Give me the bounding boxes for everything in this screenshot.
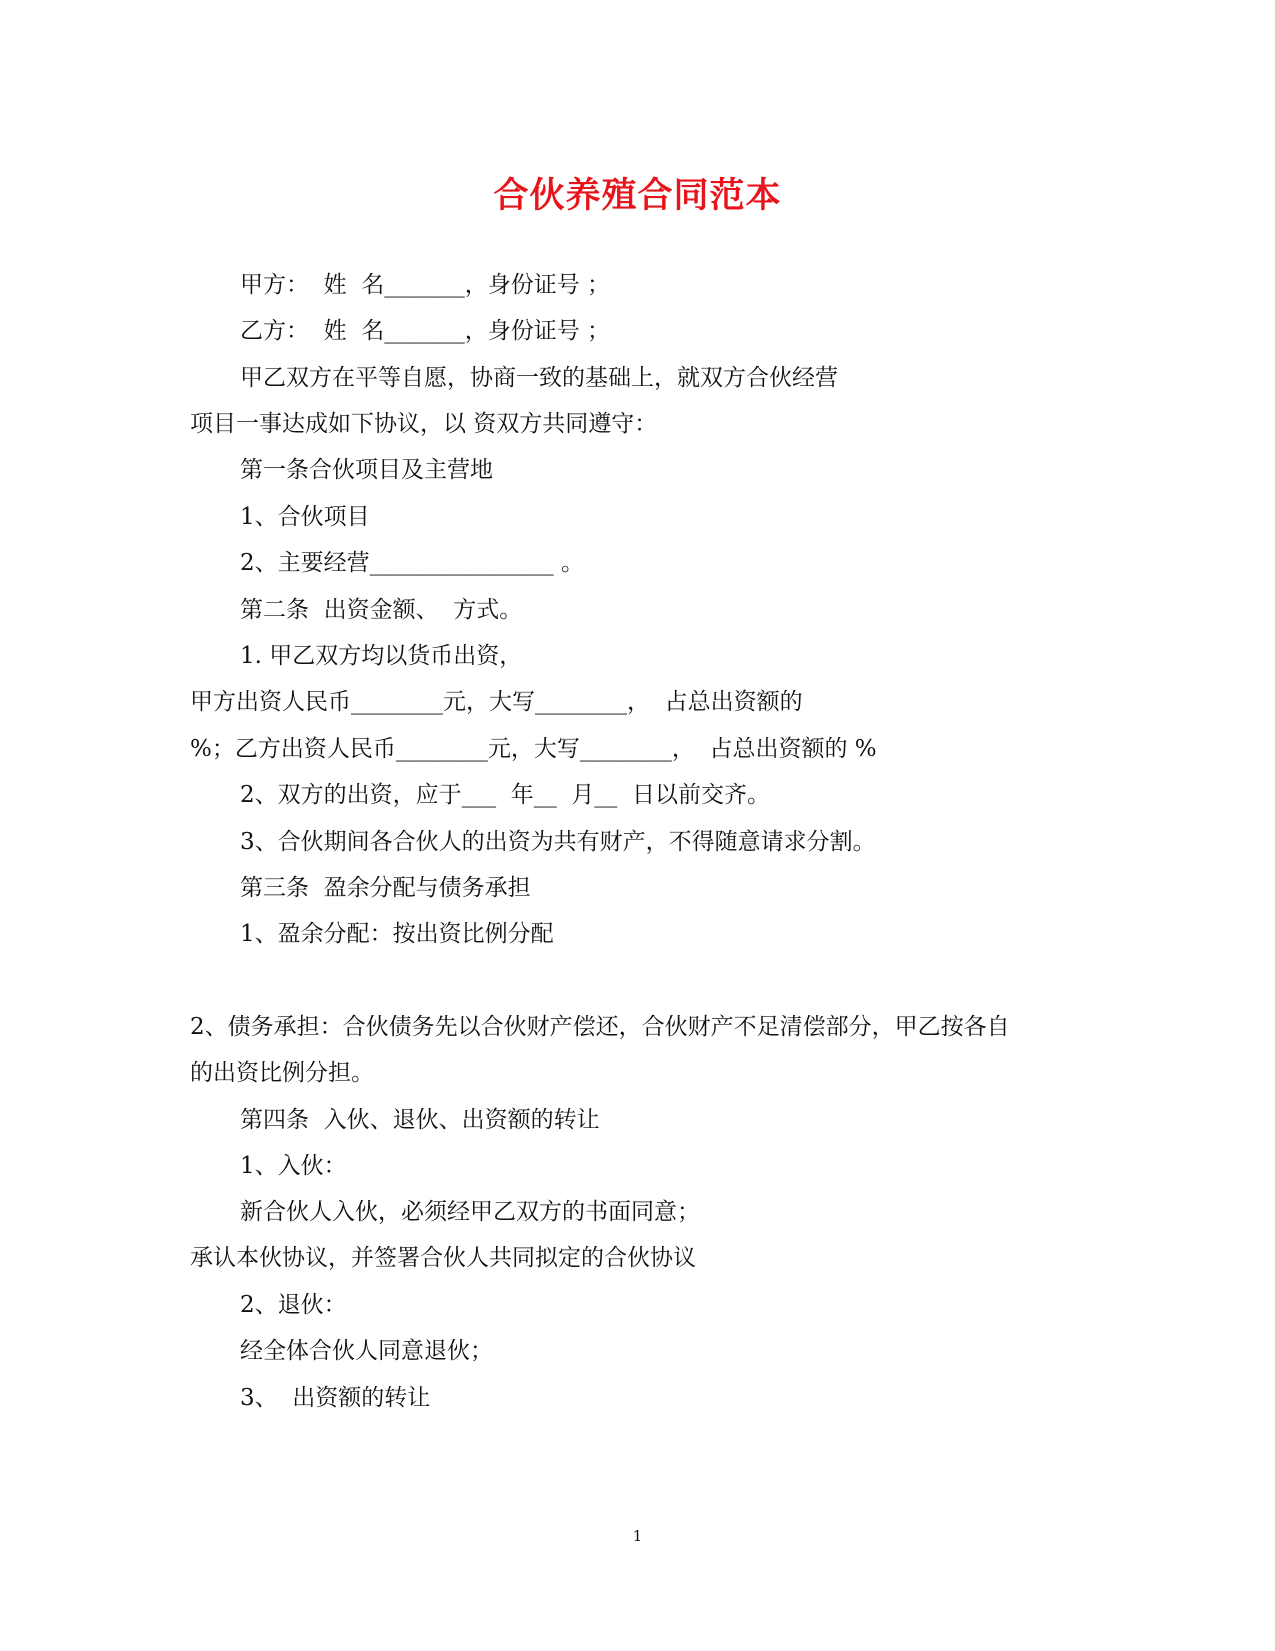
article-2-heading: 第二条 出资金额、 方式。: [240, 597, 523, 623]
article-1-item-2: 2、主要经营________________ 。: [240, 550, 584, 576]
article-4-item-1: 1、入伙：: [240, 1153, 347, 1179]
article-4-item-1-text-1: 新合伙人入伙，必须经甲乙双方的书面同意；: [240, 1199, 700, 1225]
document-title: 合伙养殖合同范本: [493, 175, 782, 216]
article-2-item-3: 3、合伙期间各合伙人的出资为共有财产，不得随意请求分割。: [240, 829, 876, 855]
article-4-item-1-text-2: 承认本伙协议，并签署合伙人共同拟定的合伙协议: [190, 1245, 696, 1271]
article-2-item-1: 1. 甲乙双方均以货币出资，: [240, 643, 523, 669]
article-2-item-2: 2、双方的出资，应于___ 年__ 月__ 日以前交齐。: [240, 782, 770, 808]
party-b-line: 乙方： 姓 名_______，身份证号 ；: [240, 318, 611, 344]
article-3-item-2-line-1: 2、债务承担：合伙债务先以合伙财产偿还，合伙财产不足清偿部分，甲乙按各自: [190, 1014, 1010, 1040]
page-number: 1: [632, 1527, 643, 1545]
article-2-party-b-contribution: %；乙方出资人民币________元，大写________， 占总出资额的 %: [190, 736, 877, 762]
article-2-party-a-contribution: 甲方出资人民币________元，大写________， 占总出资额的: [190, 689, 803, 715]
article-4-item-2-text: 经全体合伙人同意退伙；: [240, 1338, 493, 1364]
article-1-heading: 第一条合伙项目及主营地: [240, 457, 493, 483]
article-3-item-1: 1、盈余分配：按出资比例分配: [240, 921, 554, 947]
article-4-item-2: 2、退伙：: [240, 1292, 347, 1318]
article-3-heading: 第三条 盈余分配与债务承担: [240, 875, 531, 901]
preamble-line-2: 项目一事达成如下协议，以 资双方共同遵守：: [190, 411, 658, 437]
party-a-line: 甲方： 姓 名_______，身份证号 ；: [240, 272, 611, 298]
article-1-item-1: 1、合伙项目: [240, 504, 370, 530]
preamble-line-1: 甲乙双方在平等自愿，协商一致的基础上，就双方合伙经营: [240, 365, 838, 391]
article-4-heading: 第四条 入伙、退伙、出资额的转让: [240, 1107, 600, 1133]
article-3-item-2-line-2: 的出资比例分担。: [190, 1060, 374, 1086]
article-4-item-3: 3、 出资额的转让: [240, 1385, 431, 1411]
